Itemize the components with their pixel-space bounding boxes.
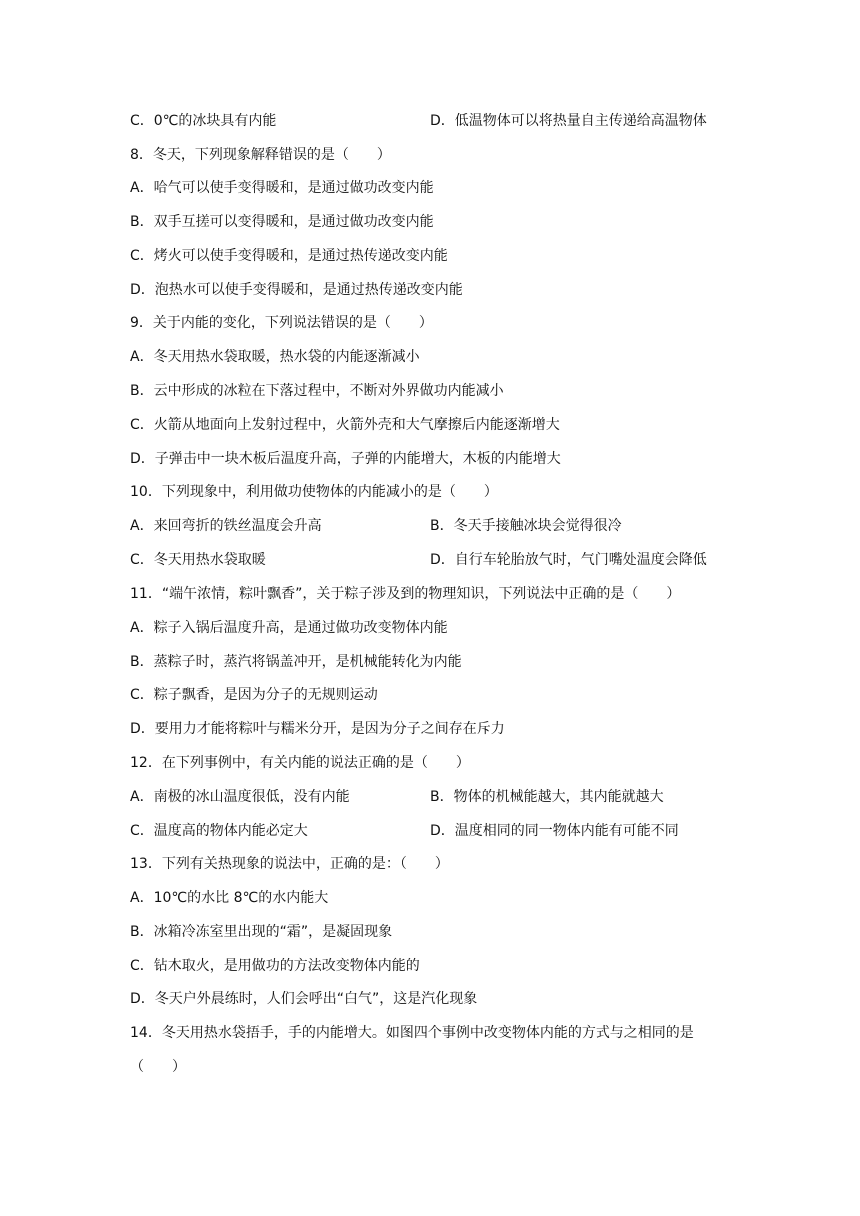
q9-option-c: C．火箭从地面向上发射过程中，火箭外壳和大气摩擦后内能逐渐增大 [130,417,560,433]
q9-option-a: A．冬天用热水袋取暖，热水袋的内能逐渐减小 [130,349,420,365]
q10-option-a: A．来回弯折的铁丝温度会升高 [130,518,322,534]
q14-stem: 14．冬天用热水袋捂手，手的内能增大。如图四个事例中改变物体内能的方式与之相同的是 [130,1025,694,1041]
q9-option-b: B．云中形成的冰粒在下落过程中，不断对外界做功内能减小 [130,383,504,399]
q10-options-cd [130,549,740,571]
q12-options-ab [130,786,740,808]
q7-option-d: D．低温物体可以将热量自主传递给高温物体 [430,113,707,129]
q13-option-d: D．冬天户外晨练时，人们会呼出“白气”，这是汽化现象 [130,991,478,1007]
q7-option-c: C．0℃的冰块具有内能 [130,113,277,129]
q10-option-d: D．自行车轮胎放气时，气门嘴处温度会降低 [430,552,707,568]
q11-option-d: D．要用力才能将粽叶与糯米分开，是因为分子之间存在斥力 [130,721,505,737]
q11-stem: 11．“端午浓情，粽叶飘香”，关于粽子涉及到的物理知识，下列说法中正确的是（ ） [130,586,681,602]
q13-option-c: C．钻木取火，是用做功的方法改变物体内能的 [130,958,420,974]
q7-options-cd [130,110,740,132]
q12-option-a: A．南极的冰山温度很低，没有内能 [130,789,350,805]
q8-option-a: A．哈气可以使手变得暖和，是通过做功改变内能 [130,180,434,196]
q13-option-a: A．10℃的水比 8℃的水内能大 [130,890,329,906]
q14-stem-answer-bracket: （ ） [130,1059,186,1075]
q12-stem: 12．在下列事例中，有关内能的说法正确的是（ ） [130,755,470,771]
q10-option-b: B．冬天手接触冰块会觉得很冷 [430,518,622,534]
q12-option-d: D．温度相同的同一物体内能有可能不同 [430,823,679,839]
q8-option-d: D．泡热水可以使手变得暖和，是通过热传递改变内能 [130,282,463,298]
q11-option-b: B．蒸粽子时，蒸汽将锅盖冲开，是机械能转化为内能 [130,654,462,670]
q8-option-c: C．烤火可以使手变得暖和，是通过热传递改变内能 [130,248,448,264]
q8-stem: 8．冬天，下列现象解释错误的是（ ） [130,147,391,163]
q9-stem: 9．关于内能的变化，下列说法错误的是（ ） [130,315,433,331]
q9-option-d: D．子弹击中一块木板后温度升高，子弹的内能增大，木板的内能增大 [130,451,561,467]
q11-option-c: C．粽子飘香，是因为分子的无规则运动 [130,687,378,703]
q10-option-c: C．冬天用热水袋取暖 [130,552,266,568]
q8-option-b: B．双手互搓可以变得暖和，是通过做功改变内能 [130,214,434,230]
q11-option-a: A．粽子入锅后温度升高，是通过做功改变物体内能 [130,620,448,636]
q10-options-ab [130,515,740,537]
q13-option-b: B．冰箱冷冻室里出现的“霜”，是凝固现象 [130,924,393,940]
q12-options-cd [130,820,740,842]
q12-option-c: C．温度高的物体内能必定大 [130,823,308,839]
q10-stem: 10．下列现象中，利用做功使物体的内能减小的是（ ） [130,484,498,500]
q13-stem: 13．下列有关热现象的说法中，正确的是：（ ） [130,856,449,872]
q12-option-b: B．物体的机械能越大，其内能就越大 [430,789,664,805]
